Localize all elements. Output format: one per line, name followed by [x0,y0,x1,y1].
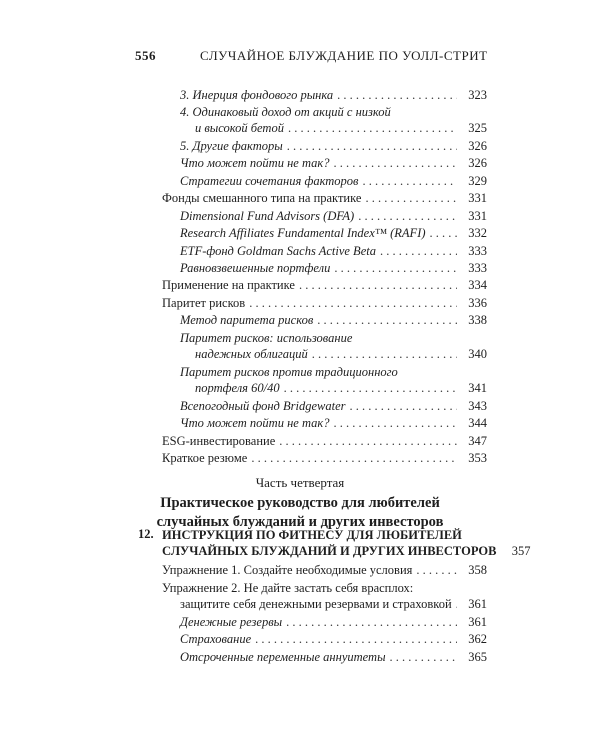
toc-entry-page: 343 [468,399,487,413]
leader-dots [456,596,457,612]
toc-entry-page: 331 [468,209,487,223]
toc-entry-page: 362 [468,632,487,646]
leader-dots [362,173,457,189]
toc-entry-label: Dimensional Fund Advisors (DFA) [180,209,355,223]
toc-entry-label: надежных облигаций [195,347,308,361]
toc-entry[interactable] [180,649,487,665]
leader-dots [416,562,457,578]
toc-entry-label: Денежные резервы [180,615,283,629]
toc-entry-label: Стратегии сочетания факторов [180,174,359,188]
toc-entry-label: Что может пойти не так? [180,156,330,170]
leader-dots [288,120,457,136]
toc-entry-page: 365 [468,650,487,664]
toc-entry[interactable] [162,190,487,206]
toc-entry[interactable] [162,433,487,449]
toc-entry[interactable] [180,596,487,612]
toc-entry-label: Что может пойти не так? [180,416,330,430]
toc-entry-page: 331 [468,191,487,205]
toc-entry-label: Страхование [180,632,252,646]
toc-entry-page: 334 [468,278,487,292]
toc-entry-label: Равновзвешенные портфели [180,261,331,275]
toc-entry[interactable] [162,295,487,311]
toc-entry-label: Паритет рисков [162,296,246,310]
toc-entry-page: 333 [468,261,487,275]
toc-entry-page: 361 [468,597,487,611]
toc-entry[interactable] [195,380,487,396]
toc-entry[interactable] [162,277,487,293]
leader-dots [255,631,457,647]
toc-entry[interactable] [180,260,487,276]
toc-entry-label: Паритет рисков против традиционного [180,365,398,379]
toc-entry-page: 341 [468,381,487,395]
page-number: 556 [135,48,156,63]
toc-entry-label: Фонды смешанного типа на практике [162,191,362,205]
toc-entry-page: 325 [468,121,487,135]
toc-entry-label: Краткое резюме [162,451,248,465]
toc-entry[interactable] [180,631,487,647]
toc-entry[interactable] [180,208,487,224]
toc-entry[interactable] [162,562,487,578]
toc-entry[interactable] [180,173,487,189]
toc-entry[interactable] [195,120,487,136]
toc-entry-page: 361 [468,615,487,629]
leader-dots [279,433,457,449]
part-title-line: Практическое руководство для любителей [160,495,440,511]
toc-entry-label: ESG-инвестирование [162,434,276,448]
leader-dots [317,312,457,328]
part-title-line: случайных блужданий и других инвесторов [156,514,444,530]
leader-dots [312,346,457,362]
leader-dots [251,450,457,466]
leader-dots [358,208,457,224]
toc-entry-label: Метод паритета рисков [180,313,314,327]
toc-entry-page: 329 [468,174,487,188]
toc-entry[interactable] [180,398,487,414]
toc-entry[interactable] [180,312,487,328]
toc-entry-label: Применение на практике [162,278,295,292]
toc-entry-page: 333 [468,244,487,258]
toc-entry-page: 353 [468,451,487,465]
toc-entry-page: 326 [468,156,487,170]
chapter-title: СЛУЧАЙНЫХ БЛУЖДАНИЙ И ДРУГИХ ИНВЕСТОРОВ [162,544,497,558]
chapter-title: ИНСТРУКЦИЯ ПО ФИТНЕСУ ДЛЯ ЛЮБИТЕЛЕЙ [162,528,462,542]
toc-entry-label: 4. Одинаковый доход от акций с низкой [180,105,391,119]
leader-dots [333,415,457,431]
chapter-number: 12. [138,527,154,541]
leader-dots [380,243,457,259]
toc-entry[interactable] [195,346,487,362]
toc-entry[interactable] [162,543,531,559]
leader-dots [287,138,457,154]
leader-dots [350,398,458,414]
running-title: СЛУЧАЙНОЕ БЛУЖДАНИЕ ПО УОЛЛ-СТРИТ [200,48,488,63]
leader-dots [249,295,457,311]
toc-entry[interactable] [180,138,487,154]
toc-entry-label: Отсроченные переменные аннуитеты [180,650,386,664]
toc-entry-page: 344 [468,416,487,430]
toc-entry-label: ETF-фонд Goldman Sachs Active Beta [180,244,376,258]
toc-entry[interactable] [180,225,487,241]
toc-entry-label: и высокой бетой [195,121,284,135]
toc-entry-page: 347 [468,434,487,448]
toc-entry-page: 357 [511,544,531,558]
toc-entry-page: 340 [468,347,487,361]
toc-entry-page: 358 [468,563,487,577]
leader-dots [430,225,457,241]
toc-entry[interactable] [180,243,487,259]
toc-entry[interactable] [180,415,487,431]
toc-entry[interactable] [180,614,487,630]
toc-entry-page: 336 [468,296,487,310]
toc-entry[interactable] [180,155,487,171]
leader-dots [365,190,457,206]
toc-entry-label: Research Affiliates Fundamental Index™ (RAFI) [180,226,426,240]
toc-entry-label: Упражнение 1. Создайте необходимые условия [162,563,413,577]
toc-entry-label: защитите себя денежными резервами и страховкой [180,597,452,611]
toc-entry-label: 3. Инерция фондового рынка [180,88,334,102]
leader-dots [337,87,457,103]
toc-entry-label: портфеля 60/40 [195,381,280,395]
toc-entry-page: 323 [468,88,487,102]
toc-entry-page: 338 [468,313,487,327]
toc-entry-label: Всепогодный фонд Bridgewater [180,399,346,413]
leader-dots [284,380,457,396]
running-header [0,48,600,68]
leader-dots [334,260,457,276]
toc-entry-label: 5. Другие факторы [180,139,283,153]
leader-dots [299,277,457,293]
leader-dots [390,649,457,665]
toc-entry-page: 326 [468,139,487,153]
part-label: Часть четвертая [255,475,345,490]
toc-entry-page: 332 [468,226,487,240]
toc-entry[interactable] [162,450,487,466]
toc-entry[interactable] [180,87,487,103]
toc-entry-label: Упражнение 2. Не дайте застать себя врасплох: [162,581,414,595]
leader-dots [333,155,457,171]
toc-entry-label: Паритет рисков: использование [180,331,353,345]
leader-dots [286,614,457,630]
